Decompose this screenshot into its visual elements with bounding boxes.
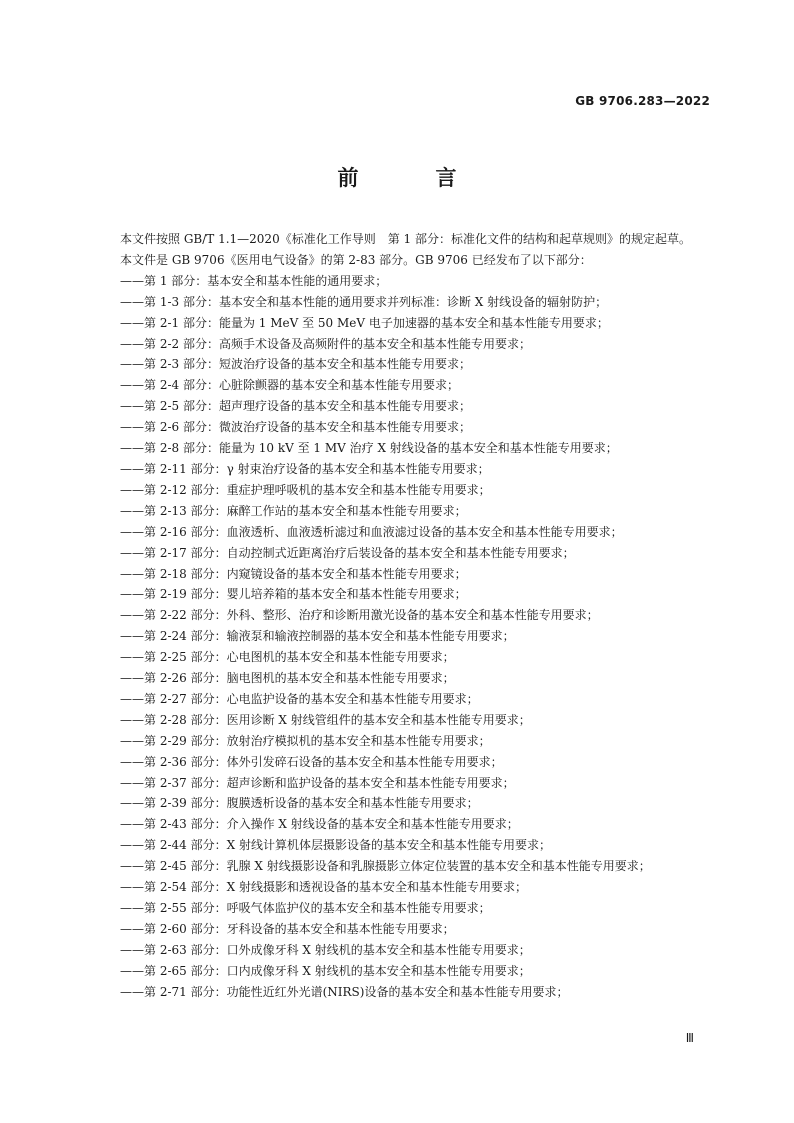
list-item: ——第 2-4 部分：心脏除颤器的基本安全和基本性能专用要求； xyxy=(120,378,459,393)
list-item: ——第 2-45 部分：乳腺 X 射线摄影设备和乳腺摄影立体定位装置的基本安全和基本性能专用要求； xyxy=(120,859,651,874)
list-item: ——第 1-3 部分：基本安全和基本性能的通用要求并列标准：诊断 X 射线设备的辐射防护； xyxy=(120,294,608,309)
list-item: ——第 2-71 部分：功能性近红外光谱(NIRS)设备的基本安全和基本性能专用要求； xyxy=(120,984,569,999)
list-item: ——第 2-44 部分：X 射线计算机体层摄影设备的基本安全和基本性能专用要求； xyxy=(120,838,551,853)
list-item: ——第 2-24 部分：输液泵和输液控制器的基本安全和基本性能专用要求； xyxy=(120,629,515,644)
parts-list xyxy=(96,271,712,1003)
list-item: ——第 2-17 部分：自动控制式近距离治疗后装设备的基本安全和基本性能专用要求； xyxy=(120,545,575,560)
page-number: Ⅲ xyxy=(685,1031,694,1045)
list-item: ——第 2-2 部分：高频手术设备及高频附件的基本安全和基本性能专用要求； xyxy=(120,336,531,351)
list-item: ——第 2-11 部分：γ 射束治疗设备的基本安全和基本性能专用要求； xyxy=(120,461,490,476)
list-item: ——第 2-3 部分：短波治疗设备的基本安全和基本性能专用要求； xyxy=(120,357,471,372)
intro-paragraph: 本文件是 GB 9706《医用电气设备》的第 2-83 部分。GB 9706 已经发布了以下部分： xyxy=(120,252,592,267)
list-item: ——第 2-6 部分：微波治疗设备的基本安全和基本性能专用要求； xyxy=(120,420,471,435)
list-item: ——第 2-43 部分：介入操作 X 射线设备的基本安全和基本性能专用要求； xyxy=(120,817,519,832)
list-item: ——第 2-19 部分：婴儿培养箱的基本安全和基本性能专用要求； xyxy=(120,587,467,602)
list-item: ——第 2-39 部分：腹膜透析设备的基本安全和基本性能专用要求； xyxy=(120,796,479,811)
list-item: ——第 2-18 部分：内窥镜设备的基本安全和基本性能专用要求； xyxy=(120,566,467,581)
list-item: ——第 2-12 部分：重症护理呼吸机的基本安全和基本性能专用要求； xyxy=(120,482,491,497)
list-item: ——第 2-13 部分：麻醉工作站的基本安全和基本性能专用要求； xyxy=(120,503,467,518)
list-item: ——第 2-26 部分：脑电图机的基本安全和基本性能专用要求； xyxy=(120,671,455,686)
list-item: ——第 2-36 部分：体外引发碎石设备的基本安全和基本性能专用要求； xyxy=(120,754,503,769)
list-item: ——第 2-16 部分：血液透析、血液透析滤过和血液滤过设备的基本安全和基本性能专用要求； xyxy=(120,524,623,539)
page-title: 前 言 xyxy=(337,166,485,190)
list-item: ——第 2-60 部分：牙科设备的基本安全和基本性能专用要求； xyxy=(120,921,455,936)
list-item: ——第 2-27 部分：心电监护设备的基本安全和基本性能专用要求； xyxy=(120,691,479,706)
list-item: ——第 2-8 部分：能量为 10 kV 至 1 MV 治疗 X 射线设备的基本安全和基本性能专用要求； xyxy=(120,441,618,456)
list-item: ——第 2-37 部分：超声诊断和监护设备的基本安全和基本性能专用要求； xyxy=(120,775,515,790)
list-item: ——第 2-63 部分：口外成像牙科 X 射线机的基本安全和基本性能专用要求； xyxy=(120,942,531,957)
list-item: ——第 2-5 部分：超声理疗设备的基本安全和基本性能专用要求； xyxy=(120,399,471,414)
list-item: ——第 2-22 部分：外科、整形、治疗和诊断用激光设备的基本安全和基本性能专用要求； xyxy=(120,608,599,623)
list-item: ——第 1 部分：基本安全和基本性能的通用要求； xyxy=(120,273,388,288)
list-item: ——第 2-55 部分：呼吸气体监护仪的基本安全和基本性能专用要求； xyxy=(120,901,491,915)
list-item: ——第 2-25 部分：心电图机的基本安全和基本性能专用要求； xyxy=(120,650,455,665)
list-item: ——第 2-54 部分：X 射线摄影和透视设备的基本安全和基本性能专用要求； xyxy=(120,880,527,895)
intro-paragraph: 本文件按照 GB/T 1.1—2020《标准化工作导则 第 1 部分：标准化文件的结构和起草规则》的规定起草。 xyxy=(120,232,691,246)
list-item: ——第 2-28 部分：医用诊断 X 射线管组件的基本安全和基本性能专用要求； xyxy=(120,712,531,727)
document-body xyxy=(96,229,712,1003)
standard-number: GB 9706.283—2022 xyxy=(575,94,710,108)
list-item: ——第 2-1 部分：能量为 1 MeV 至 50 MeV 电子加速器的基本安全和基本性能专用要求； xyxy=(120,315,609,330)
list-item: ——第 2-65 部分：口内成像牙科 X 射线机的基本安全和基本性能专用要求； xyxy=(120,963,531,978)
list-item: ——第 2-29 部分：放射治疗模拟机的基本安全和基本性能专用要求； xyxy=(120,733,491,748)
